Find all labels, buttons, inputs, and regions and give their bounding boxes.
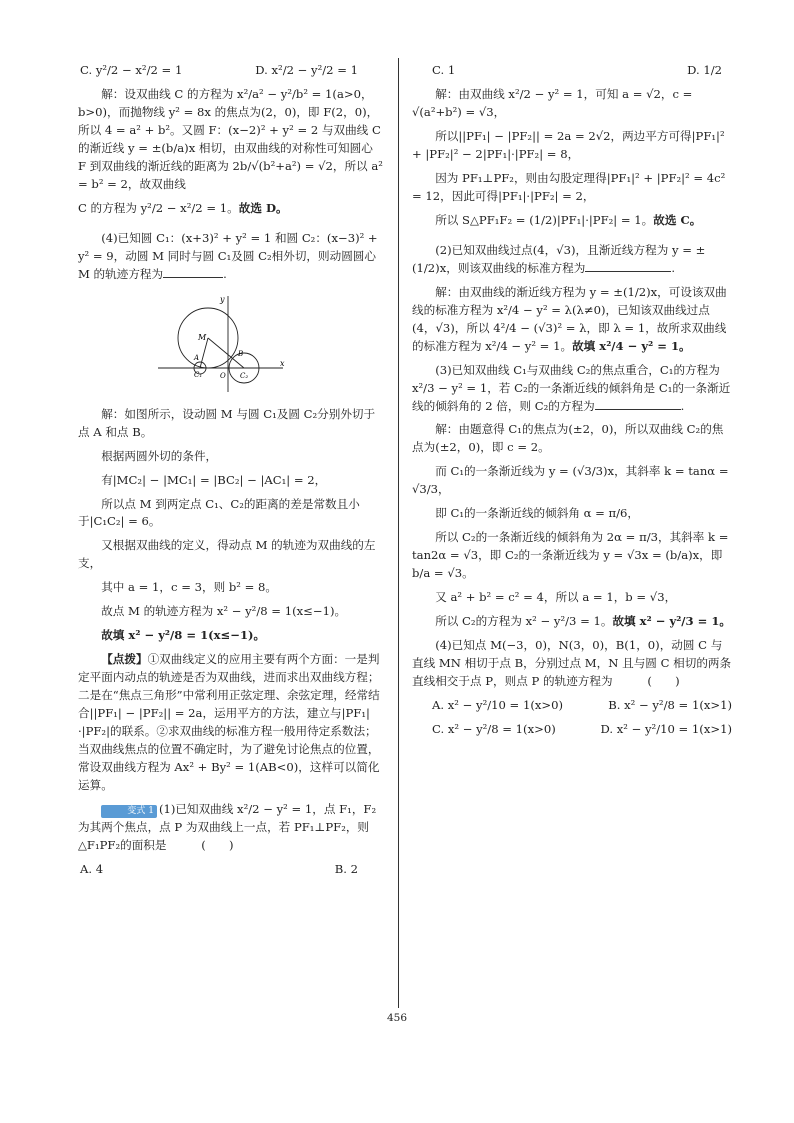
option-c: C. y²/2 − x²/2 = 1 [80, 63, 183, 77]
solution-paragraph: 而 C₁的一条渐近线为 y = (√3/3)x，其斜率 k = tanα = √3/3， [412, 464, 729, 497]
options-row [412, 721, 732, 739]
question-2: (2)已知双曲线过点(4，√3)，且渐近线方程为 y = ±(1/2)x，则该双曲线的标准方程为 . [412, 242, 706, 275]
tip-paragraph: 【点拨】①双曲线定义的应用主要有两个方面：一是判定平面内动点的轨迹是否为双曲线，进而求出双曲线方程；二是在“焦点三角形”中常利用正弦定理、余弦定理，经常结合||PF₁| − |PF₂|| = 2a，运用平方的方法，建立与|PF₁|·|PF₂|的联系。②求双曲线的标准方程一般用待定系数法；当双曲线焦点的位置不确定时，为了避免讨论焦点的位置，常设双曲线方程为 Ax² + By² = 1(AB<0)，这样可以简化运算。 [78, 652, 380, 793]
solution-conclusion: 所以 S△PF₁F₂ = (1/2)|PF₁|·|PF₂| = 1。故选 C。 [435, 212, 702, 227]
column-divider [398, 58, 399, 1008]
answer-blank [595, 399, 681, 410]
solution-paragraph: 解：设双曲线 C 的方程为 x²/a² − y²/b² = 1(a>0，b>0)，而抛物线 y² = 8x 的焦点为(2，0)，即 F(2，0)，所以 4 = a² + b²。又圆 F：(x−2)² + y² = 2 与双曲线 C 的渐近线 y = ±(b/a)x 相切，由双曲线的对称性可知圆心 F 到双曲线的渐近线的距离为 2b/√(b²+a²) = √2，所以 a² = b² = 2，故双曲线 [78, 86, 383, 191]
options-row [412, 697, 732, 715]
solution-paragraph: 因为 PF₁⊥PF₂，则由勾股定理得|PF₁|² + |PF₂|² = 4c² = 12，因此可得|PF₁|·|PF₂| = 2， [412, 170, 726, 203]
label-a: A [194, 353, 200, 362]
solution-paragraph: 即 C₁的一条渐近线的倾斜角 α = π/6， [435, 506, 640, 521]
solution-paragraph: 又根据双曲线的定义，得动点 M 的轨迹为双曲线的左支， [78, 538, 376, 571]
option-c: C. x² − y²/8 = 1(x>0) [432, 722, 556, 737]
left-column [78, 62, 384, 885]
label-x: x [280, 358, 285, 368]
solution-paragraph: 有|MC₂| − |MC₁| = |BC₂| − |AC₁| = 2， [101, 472, 327, 487]
solution-paragraph: 故点 M 的轨迹方程为 x² − y²/8 = 1(x≤−1)。 [101, 604, 347, 619]
options-row [412, 62, 732, 80]
solution-paragraph: 所以||PF₁| − |PF₂|| = 2a = 2√2，两边平方可得|PF₁|² + |PF₂|² − 2|PF₁|·|PF₂| = 8， [412, 128, 725, 161]
solution-paragraph: 解：由双曲线 x²/2 − y² = 1，可知 a = √2，c = √(a²+b²) = √3， [412, 86, 693, 119]
question-3: (3)已知双曲线 C₁与双曲线 C₂的焦点重合，C₁的方程为 x²/3 − y² = 1，若 C₂的一条渐近线的倾斜角是 C₁的一条渐近线的倾斜角的 2 倍，则 C₂的方程为 . [412, 362, 731, 413]
label-y: y [220, 294, 225, 304]
variant-tag: 变式 1 [101, 805, 157, 818]
option-d: D. x² − y²/10 = 1(x>1) [600, 722, 732, 737]
solution-paragraph: 解：如图所示，设动圆 M 与圆 C₁及圆 C₂分别外切于点 A 和点 B。 [78, 406, 376, 439]
option-a: A. 4 [80, 861, 104, 876]
circle-figure [158, 294, 298, 394]
option-b: B. x² − y²/8 = 1(x>1) [608, 698, 732, 713]
solution-conclusion: 所以 C₂的方程为 x² − y²/3 = 1。故填 x² − y²/3 = 1。 [435, 614, 732, 629]
answer-blank [163, 267, 223, 278]
label-b: B [238, 349, 244, 358]
question-4: (4)已知圆 C₁：(x+3)² + y² = 1 和圆 C₂：(x−3)² + y² = 9，动圆 M 同时与圆 C₁及圆 C₂相外切，则动圆圆心 M 的轨迹方程为 . [78, 230, 378, 281]
option-c: C. 1 [432, 63, 456, 77]
solution-conclusion: C 的方程为 y²/2 − x²/2 = 1。故选 D。 [78, 200, 288, 215]
solution-paragraph: 又 a² + b² = c² = 4，所以 a = 1，b = √3， [435, 590, 677, 605]
option-d: D. 1/2 [687, 63, 722, 77]
label-c2: C₂ [240, 371, 249, 380]
question-4: (4)已知点 M(−3，0)，N(3，0)，B(1，0)，动圆 C 与直线 MN 相切于点 B，分别过点 M，N 且与圆 C 相切的两条直线相交于点 P，则点 P 的轨迹方程为 ( ) [412, 638, 732, 689]
label-o: O [220, 371, 226, 380]
solution-paragraph: 根据两圆外切的条件， [101, 448, 218, 463]
solution-paragraph: 所以 C₂的一条渐近线的倾斜角为 2α = π/3，其斜率 k = tan2α = √3，即 C₂的一条渐近线为 y = √3x = (b/a)x，即 b/a = √3。 [412, 530, 729, 581]
solution-paragraph: 解：由题意得 C₁的焦点为(±2，0)，所以双曲线 C₂的焦点为(±2，0)，即 c = 2。 [412, 422, 724, 455]
answer-blank [585, 261, 671, 272]
option-a: A. x² − y²/10 = 1(x>0) [432, 698, 564, 713]
page-number: 456 [386, 1012, 408, 1024]
solution-paragraph: 所以点 M 到两定点 C₁、C₂的距离的差是常数且小于|C₁C₂| = 6。 [78, 496, 360, 529]
right-column [412, 62, 732, 745]
label-m: M [198, 332, 207, 342]
label-c1: C₁ [194, 370, 203, 379]
variant-question: 变式 1 (1)已知双曲线 x²/2 − y² = 1，点 F₁，F₂为其两个焦点，点 P 为双曲线上一点，若 PF₁⊥PF₂，则△F₁PF₂的面积是 ( ) [78, 802, 377, 852]
options-row [78, 62, 384, 80]
answer-line: 故填 x² − y²/8 = 1(x≤−1)。 [101, 628, 266, 643]
option-b: B. 2 [334, 861, 358, 876]
solution-paragraph: 解：由双曲线的渐近线方程为 y = ±(1/2)x，可设该双曲线的标准方程为 x²/4 − y² = λ(λ≠0)，已知该双曲线过点(4，√3)，所以 4²/4 − (√3)² = λ，即 λ = 1，故所求双曲线的标准方程为 x²/4 − y² = 1。故填 x²/4 − y² = 1。 [412, 284, 727, 353]
options-row [78, 861, 384, 879]
option-d: D. x²/2 − y²/2 = 1 [255, 63, 358, 77]
solution-paragraph: 其中 a = 1，c = 3，则 b² = 8。 [101, 580, 277, 595]
